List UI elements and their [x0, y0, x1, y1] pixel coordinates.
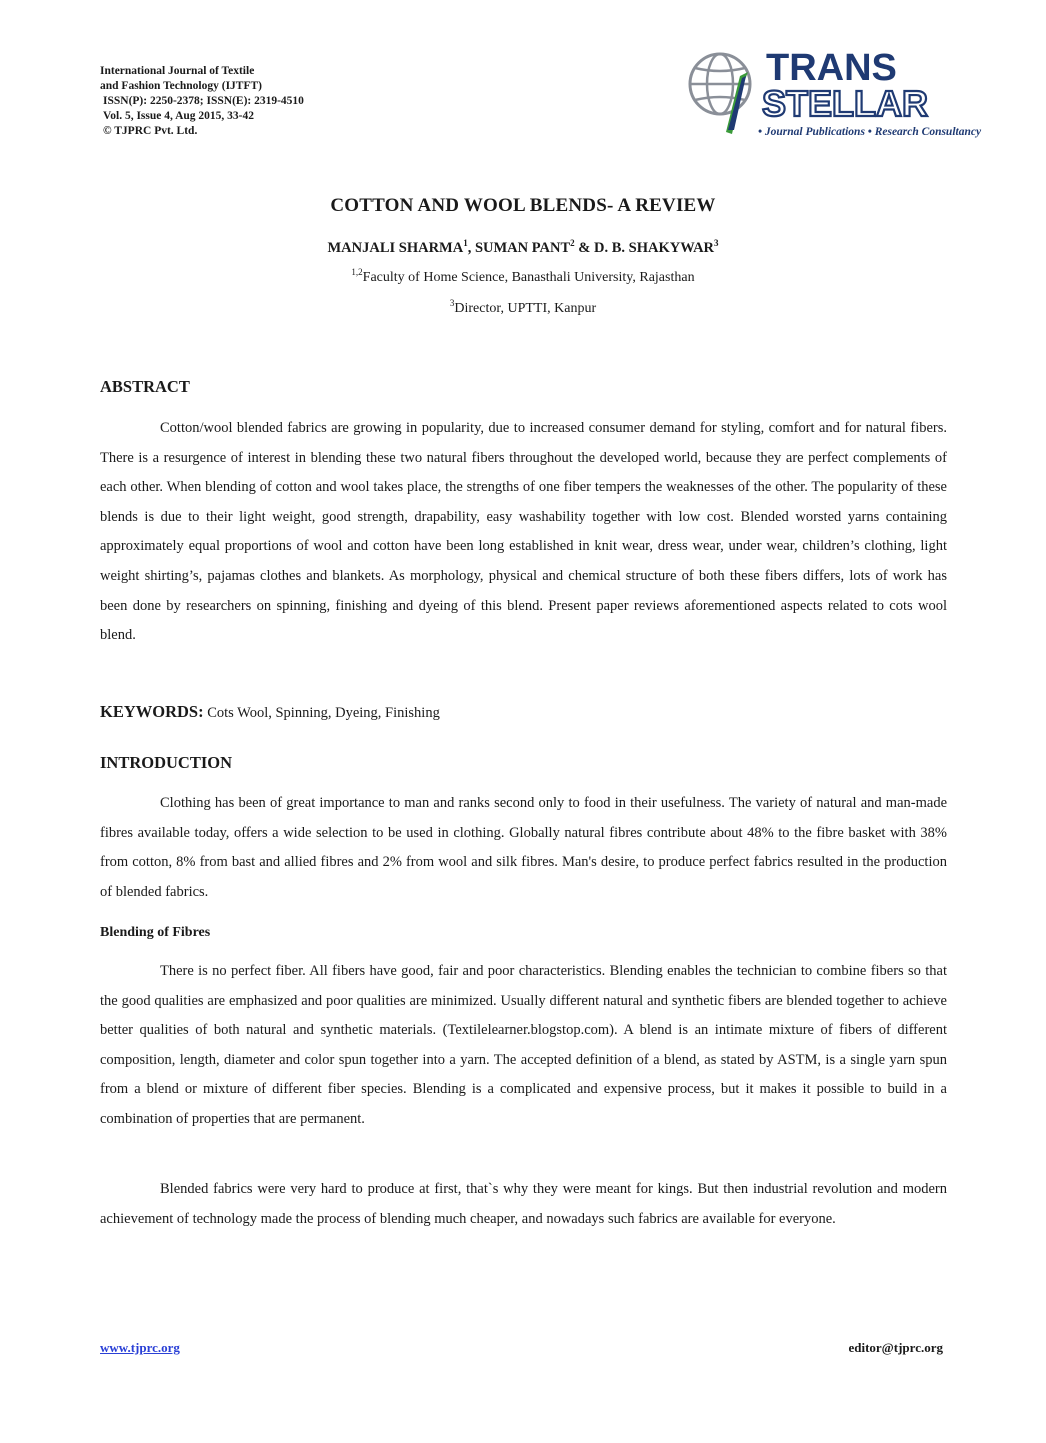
journal-issn: ISSN(P): 2250-2378; ISSN(E): 2319-4510 — [103, 95, 304, 107]
author-list — [0, 240, 1046, 257]
footer-website-link[interactable]: www.tjprc.org — [100, 1340, 180, 1355]
keywords — [100, 702, 440, 722]
author-name: SUMAN PANT — [474, 240, 571, 256]
author-sup: 1 — [463, 238, 468, 248]
logo-tagline: • Journal Publications • Research Consultancy — [758, 126, 982, 138]
journal-name-line2: and Fashion Technology (IJTFT) — [100, 80, 263, 92]
footer-email: editor@tjprc.org — [848, 1340, 943, 1355]
affiliation — [0, 298, 1046, 317]
introduction-text: Clothing has been of great importance to man and ranks second only to food in their usefulness. The variety of natural and man-made fibres available today, offers a wide selection to be used in clothing. Globally natural fibres contribute about 48% to the fibre basket with 38% from cotton, 8% from bast and allied fibres and 2% from wool and silk fibres. Man's desire, to produce perfect fabrics resulted in the production of blended fabrics. — [100, 795, 947, 900]
blending-paragraph-1: There is no perfect fiber. All fibers have good, fair and poor characteristics. Blending enables the technician to combine fibers so that the good qualities are emphasized and poor qualities are minimized. Usually different natural and synthetic fibers are blended together to achieve better qualities of both natural and synthetic materials. (Textilelearner.blogstop.com). A blend is an intimate mixture of fibers of different composition, length, diameter and color spun together into a yarn. The accepted definition of a blend, as stated by ASTM, is a single yarn spun from a blend or mixture of different fiber species. Blending is a complicated and expensive process, but it makes it possible to build in a combination of properties that are permanent. — [100, 963, 947, 1127]
affiliation-text: Director, UPTTI, Kanpur — [454, 301, 597, 316]
logo-subname: STELLAR — [762, 83, 928, 124]
affiliation-text: Faculty of Home Science, Banasthali University, Rajasthan — [362, 270, 695, 285]
paper-title: COTTON AND WOOL BLENDS- A REVIEW — [330, 195, 716, 216]
journal-volume: Vol. 5, Issue 4, Aug 2015, 33-42 — [103, 110, 255, 122]
author-name: D. B. SHAKYWAR — [593, 240, 715, 256]
transstellar-logo — [686, 46, 982, 146]
journal-copyright: © TJPRC Pvt. Ltd. — [103, 125, 198, 137]
blending-subheading: Blending of Fibres — [100, 925, 211, 940]
keywords-text: Cots Wool, Spinning, Dyeing, Finishing — [203, 705, 440, 721]
author-separator: & — [574, 240, 594, 256]
introduction-heading: INTRODUCTION — [100, 753, 233, 772]
affiliation-sup: 3 — [449, 298, 455, 308]
blending-paragraph-2: Blended fabrics were very hard to produce at first, that`s why they were meant for kings. But then industrial revolution and modern achievement of technology made the process of blending much cheaper, and nowadays such fabrics are available for everyone. — [100, 1181, 947, 1227]
affiliation-sup: 1,2 — [351, 267, 363, 277]
affiliation — [0, 267, 1046, 286]
journal-name-line1: International Journal of Textile — [100, 65, 255, 77]
author-sup: 3 — [714, 238, 719, 248]
author-separator: , — [467, 240, 475, 256]
logo-name: TRANS — [766, 47, 897, 89]
author-sup: 2 — [570, 238, 575, 248]
keywords-label: KEYWORDS: — [100, 702, 204, 721]
journal-info — [100, 64, 304, 139]
abstract-text: Cotton/wool blended fabrics are growing in popularity, due to increased consumer demand for styling, comfort and for natural fibers. There is a resurgence of interest in blending these two natural fibers throughout the developed world, because they are perfect complements of each other. When blending of cotton and wool takes place, the strengths of one fiber tempers the weaknesses of the other. The popularity of these blends is due to their light weight, good strength, drapability, easy washability together with low cost. Blended worsted yarns containing approximately equal proportions of wool and cotton have been long established in knit wear, dress wear, under wear, children’s clothing, light weight shirting’s, pajamas clothes and blankets. As morphology, physical and chemical structure of both these fibers differs, lots of work has been done by researchers on spinning, finishing and dyeing of this blend. Present paper reviews aforementioned aspects related to cots wool blend. — [100, 420, 947, 644]
author-name: MANJALI SHARMA — [327, 240, 464, 256]
abstract-heading: ABSTRACT — [100, 377, 190, 396]
